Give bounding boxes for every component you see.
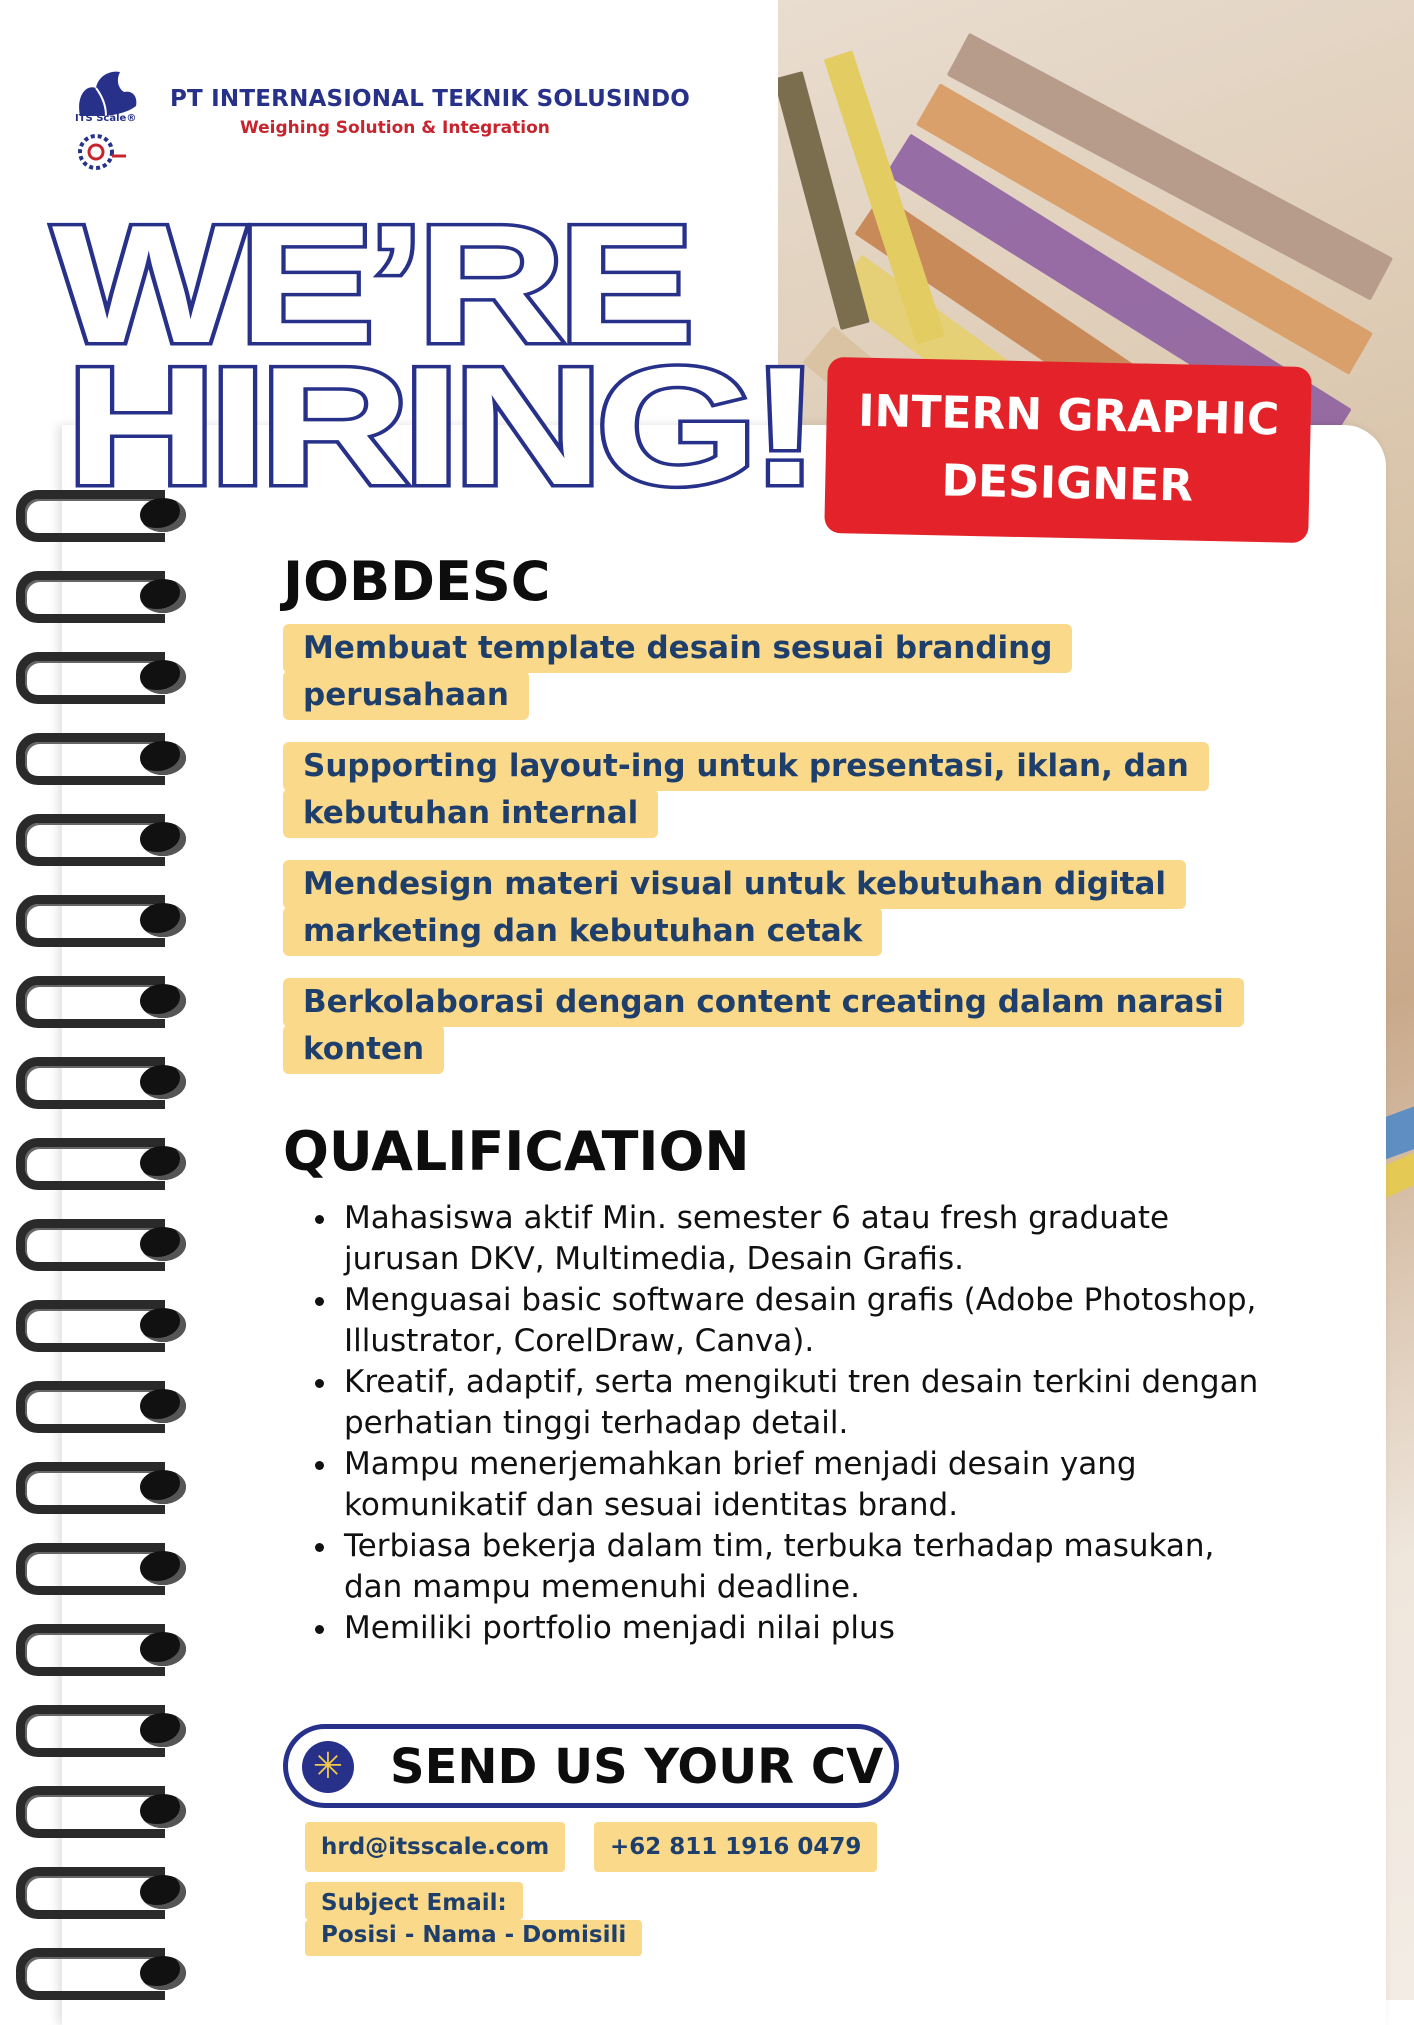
qualification-item: • Memiliki portfolio menjadi nilai plus — [340, 1608, 1280, 1649]
email-link[interactable]: hrd@itsscale.com — [305, 1822, 565, 1872]
phone-link[interactable]: +62 811 1916 0479 — [594, 1822, 877, 1872]
spiral-ring — [10, 966, 190, 1026]
spiral-ring — [10, 804, 190, 864]
subject-label: Subject Email: — [305, 1882, 523, 1920]
jobdesc-item-line: konten — [283, 1025, 444, 1074]
email-subject-note — [305, 1882, 642, 1956]
qualification-item: • Menguasai basic software desain grafis (Adobe Photoshop, Illustrator, CorelDraw, Canva). — [340, 1280, 1280, 1362]
jobdesc-item-line: marketing dan kebutuhan cetak — [283, 907, 882, 956]
company-tagline: Weighing Solution & Integration — [240, 118, 550, 138]
company-name: PT INTERNASIONAL TEKNIK SOLUSINDO — [170, 86, 691, 112]
spiral-ring — [10, 561, 190, 621]
spiral-ring — [10, 723, 190, 783]
spiral-ring — [10, 1209, 190, 1269]
jobdesc-item-line: kebutuhan internal — [283, 789, 658, 838]
spiral-ring — [10, 642, 190, 702]
spiral-ring — [10, 1857, 190, 1917]
spiral-binding — [10, 480, 190, 2000]
position-badge — [824, 357, 1312, 543]
spiral-ring — [10, 1290, 190, 1350]
spiral-ring — [10, 1776, 190, 1836]
position-line-1: INTERN GRAPHIC — [857, 385, 1280, 446]
position-line-2: DESIGNER — [941, 455, 1194, 512]
spiral-ring — [10, 1128, 190, 1188]
qualification-list — [300, 1198, 1280, 1649]
qualification-item: • Terbiasa bekerja dalam tim, terbuka terhadap masukan, dan mampu memenuhi deadline. — [340, 1526, 1280, 1608]
send-cv-label: SEND US YOUR CV — [390, 1739, 884, 1795]
spiral-ring — [10, 1533, 190, 1593]
jobdesc-item-line: Berkolaborasi dengan content creating dalam narasi — [283, 978, 1244, 1027]
headline-line-1: WE’RE — [52, 190, 688, 378]
spiral-ring — [10, 1047, 190, 1107]
qualification-item: • Kreatif, adaptif, serta mengikuti tren desain terkini dengan perhatian tinggi terhadap detail. — [340, 1362, 1280, 1444]
jobdesc-item — [283, 860, 1186, 956]
jobdesc-item — [283, 624, 1072, 720]
spiral-ring — [10, 885, 190, 945]
qualification-item: • Mahasiswa aktif Min. semester 6 atau fresh graduate jurusan DKV, Multimedia, Desain Grafis. — [340, 1198, 1280, 1280]
jobdesc-item-line: Supporting layout-ing untuk presentasi, iklan, dan — [283, 742, 1209, 791]
spiral-ring — [10, 1614, 190, 1674]
spiral-ring — [10, 1695, 190, 1755]
subject-format: Posisi - Nama - Domisili — [305, 1920, 642, 1956]
send-cv-banner — [283, 1724, 899, 1808]
headline-line-2: HIRING! — [66, 332, 813, 520]
spiral-ring — [10, 1452, 190, 1512]
asterisk-icon: ✳ — [302, 1741, 354, 1793]
jobdesc-item-line: perusahaan — [283, 671, 529, 720]
jobdesc-item — [283, 978, 1244, 1074]
jobdesc-title: JOBDESC — [283, 550, 551, 613]
spiral-ring — [10, 1371, 190, 1431]
qualification-item: • Mampu menerjemahkan brief menjadi desain yang komunikatif dan sesuai identitas brand. — [340, 1444, 1280, 1526]
jobdesc-item-line: Membuat template desain sesuai branding — [283, 624, 1072, 673]
spiral-ring — [10, 1938, 190, 1998]
logo-text: ITS Scale® — [75, 113, 137, 124]
jobdesc-item — [283, 742, 1209, 838]
qualification-title: QUALIFICATION — [283, 1120, 750, 1183]
jobdesc-item-line: Mendesign materi visual untuk kebutuhan digital — [283, 860, 1186, 909]
